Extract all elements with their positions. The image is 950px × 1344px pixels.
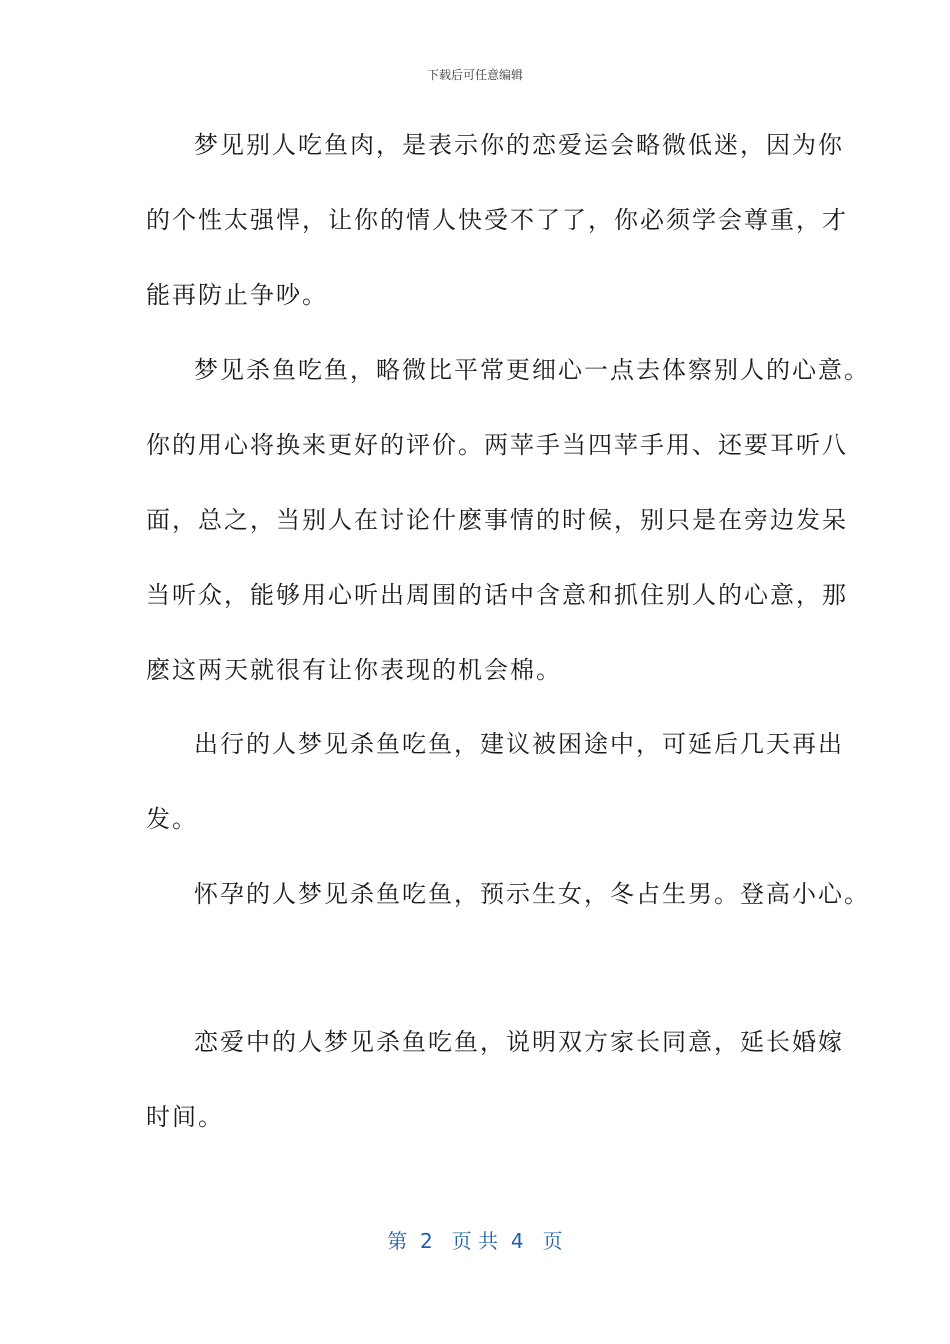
- paragraph-line: 出行的人梦见杀鱼吃鱼，建议被困途中，可延后几天再出: [194, 730, 844, 758]
- paragraph-line: 梦见杀鱼吃鱼，略微比平常更细心一点去体察别人的心意。: [194, 356, 870, 384]
- header-note: 下载后可任意编辑: [426, 68, 523, 82]
- paragraph-line: 发。: [146, 805, 198, 833]
- paragraph-line: 梦见别人吃鱼肉，是表示你的恋爱运会略微低迷，因为你: [194, 131, 844, 159]
- paragraph-line: 的个性太强悍，让你的情人快受不了了，你必须学会尊重，才: [146, 206, 848, 234]
- paragraph-line: 能再防止争吵。: [146, 281, 328, 309]
- paragraph-line: 当听众，能够用心听出周围的话中含意和抓住别人的心意，那: [146, 581, 848, 609]
- paragraph-line: 麽这两天就很有让你表现的机会棉。: [146, 656, 562, 684]
- paragraph-line: 面，总之，当别人在讨论什麽事情的时候，别只是在旁边发呆: [146, 506, 848, 534]
- paragraph-line: 怀孕的人梦见杀鱼吃鱼，预示生女，冬占生男。登高小心。: [194, 880, 870, 908]
- paragraph-line: 时间。: [146, 1103, 224, 1131]
- paragraph-line: 你的用心将换来更好的评价。两苹手当四苹手用、还要耳听八: [146, 431, 848, 459]
- paragraph-line: 恋爱中的人梦见杀鱼吃鱼，说明双方家长同意，延长婚嫁: [194, 1028, 844, 1056]
- page-number: 第 2 页 共 4 页: [387, 1229, 563, 1253]
